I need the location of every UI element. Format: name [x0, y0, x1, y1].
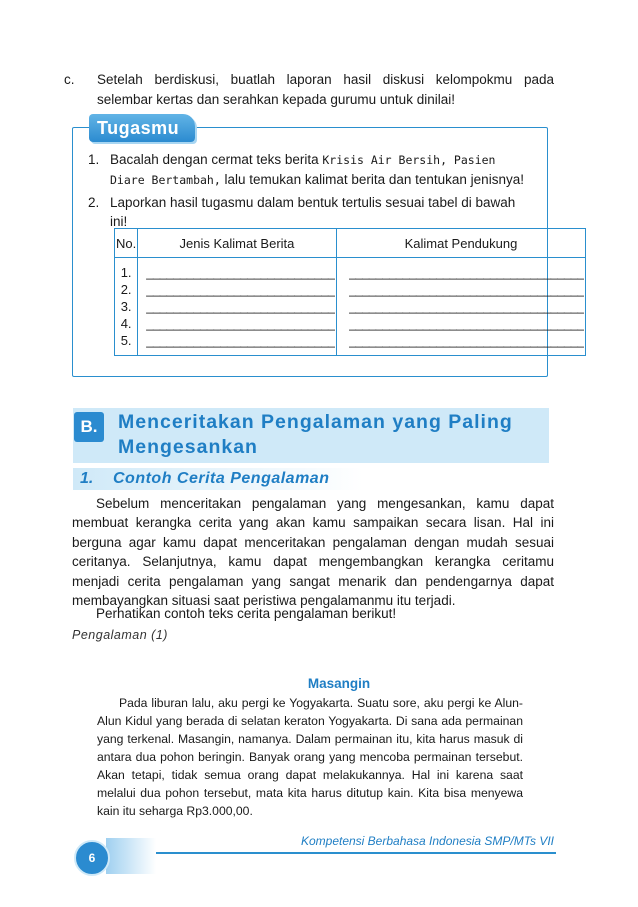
blank-line: ___________________________________ — [348, 282, 585, 297]
table-header-no: No. — [115, 229, 138, 258]
footer-book-title: Kompetensi Berbahasa Indonesia SMP/MTs VII — [300, 834, 554, 848]
table-header-jenis: Jenis Kalimat Berita — [138, 229, 336, 258]
blank-line: ____________________________ — [146, 282, 335, 297]
section-b-badge: B. — [74, 412, 104, 442]
table-cell-numbers — [115, 258, 138, 356]
tugasmu-item-text: Bacalah dengan cermat teks berita — [110, 152, 323, 167]
table-header-pendukung: Kalimat Pendukung — [336, 229, 586, 258]
example-label: Pengalaman (1) — [72, 628, 168, 642]
blank-line: ____________________________ — [146, 316, 335, 331]
table-cell-jenis — [138, 258, 336, 356]
table-header-row — [115, 229, 586, 258]
row-number: 3. — [120, 299, 132, 314]
tugasmu-item-2 — [88, 193, 534, 231]
page-strip — [106, 838, 156, 874]
tugasmu-list — [88, 150, 534, 234]
tugasmu-item-text: lalu temukan kalimat berita dan tentukan jenisnya! — [220, 172, 524, 187]
table-cell-pendukung — [336, 258, 586, 356]
row-number: 4. — [120, 316, 132, 331]
blank-line: ___________________________________ — [348, 333, 585, 348]
instruction-text: Perhatikan contoh teks cerita pengalaman berikut! — [96, 606, 397, 621]
instruction-c-text: Setelah berdiskusi, buatlah laporan hasil diskusi kelompokmu pada selembar kertas dan serahkan kepada gurumu untuk dinilai! — [97, 72, 554, 107]
row-number: 5. — [120, 333, 132, 348]
news-title: Krisis Air Bersih, Pasien Diare Bertambah, — [110, 153, 496, 187]
blank-line: ___________________________________ — [348, 316, 585, 331]
row-number: 2. — [120, 282, 132, 297]
tugasmu-item-1 — [88, 150, 534, 190]
blank-line: ___________________________________ — [348, 299, 585, 314]
story-title: Masangin — [307, 676, 371, 691]
section-b-title: Menceritakan Pengalaman yang Paling Mengesankan — [118, 411, 513, 458]
table-row — [115, 258, 586, 356]
tugasmu-item-number: 1. — [88, 152, 100, 167]
blank-line: ____________________________ — [146, 265, 335, 280]
tugasmu-item-number: 2. — [88, 195, 100, 210]
blank-line: ____________________________ — [146, 299, 335, 314]
page-number: 6 — [74, 840, 110, 876]
story-body: Pada liburan lalu, aku pergi ke Yogyakarta. Suatu sore, aku pergi ke Alun-Alun Kidul yang berada di selatan keraton Yogyakarta. Di sana ada permainan yang terkenal. Masangin, namanya. Dalam permainan itu, kita harus masuk di antara dua pohon beringin. Banyak orang yang mencoba permainan tersebut. Akan tetapi, tidak semua orang dapat melakukannya. Hal ini karena saat melalui dua pohon tersebut, mata kita harus ditutup kain. Kita bisa menyewa kain itu seharga Rp3.000,00. — [97, 696, 523, 818]
tugasmu-badge: Tugasmu — [89, 114, 195, 142]
report-table — [114, 228, 586, 356]
blank-line: ___________________________________ — [348, 265, 585, 280]
footer-divider — [116, 852, 556, 854]
subsection-title: Contoh Cerita Pengalaman — [113, 470, 330, 487]
subsection-number: 1. — [80, 470, 94, 487]
tugasmu-item-text: Laporkan hasil tugasmu dalam bentuk tertulis sesuai tabel di bawah ini! — [110, 195, 516, 229]
blank-line: ____________________________ — [146, 333, 335, 348]
instruction-c-label: c. — [64, 72, 75, 87]
row-number: 1. — [120, 265, 132, 280]
instruction-c — [64, 70, 554, 110]
intro-paragraph: Sebelum menceritakan pengalaman yang mengesankan, kamu dapat membuat kerangka cerita yang akan kamu sampaikan secara lisan. Hal ini berguna agar kamu dapat menceritakan pengalaman dengan mudah sesuai ceritanya. Selanjutnya, kamu dapat mengembangkan kerangka ceritamu menjadi cerita pengalaman yang sangat menarik dan pendengarnya dapat membayangkan situasi saat peristiwa pengalamanmu itu terjadi. — [72, 496, 554, 609]
